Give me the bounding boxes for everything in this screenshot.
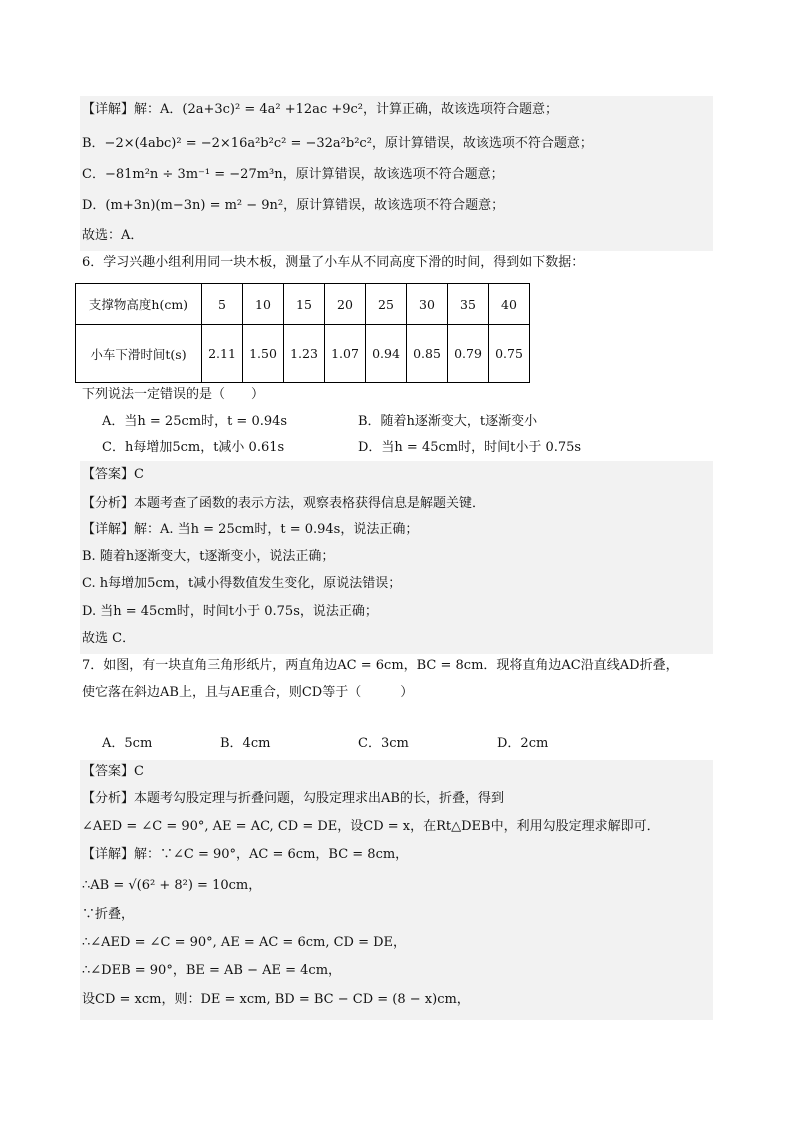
q5-detail-b: B．−2×(4abc)² = −2×16a²b²c² = −32a²b²c²，原计算错误，故该选项不符合题意； — [82, 136, 593, 151]
q7-analysis-line2: ∠AED = ∠C = 90°, AE = AC, CD = DE，设CD = x，在Rt△DEB中，利用勾股定理求解即可． — [82, 819, 660, 834]
table-cell: 25 — [366, 284, 407, 325]
q6-data-table — [75, 283, 530, 383]
q5-detail-c: C．−81m²n ÷ 3m⁻¹ = −27m³n，原计算错误，故该选项不符合题意； — [82, 167, 504, 182]
q7-detail-3: ∵折叠， — [82, 907, 135, 922]
table-cell: 1.50 — [243, 325, 284, 383]
q7-detail-4: ∴∠AED = ∠C = 90°, AE = AC = 6cm, CD = DE， — [82, 935, 407, 950]
table-cell: 35 — [448, 284, 489, 325]
table-cell: 10 — [243, 284, 284, 325]
q6-detail-c: C. h每增加5cm，t减小得数值发生变化，原说法错误； — [82, 576, 402, 591]
table-header-height: 支撑物高度h(cm) — [76, 284, 202, 325]
table-cell: 1.23 — [284, 325, 325, 383]
q7-option-c: C．3cm — [358, 736, 409, 751]
q6-detail-a: 【详解】解：A. 当h = 25cm时，t = 0.94s，说法正确； — [82, 522, 419, 537]
q7-detail-2: ∴AB = √(6² + 8²) = 10cm， — [82, 878, 262, 893]
table-cell: 20 — [325, 284, 366, 325]
table-cell: 0.75 — [489, 325, 530, 383]
q7-answer: 【答案】C — [82, 764, 144, 779]
q6-option-b: B．随着h逐渐变大，t逐渐变小 — [358, 414, 538, 429]
q6-option-d: D．当h = 45cm时，时间t小于 0.75s — [358, 440, 582, 455]
q6-answer: 【答案】C — [82, 467, 144, 482]
q6-choice: 故选 C． — [82, 631, 136, 646]
q6-analysis: 【分析】本题考查了函数的表示方法，观察表格获得信息是解题关键． — [82, 496, 486, 511]
q7-option-d: D．2cm — [497, 736, 549, 751]
q5-choice: 故选：A． — [82, 228, 144, 243]
table-cell: 30 — [407, 284, 448, 325]
q6-option-c: C．h每增加5cm，t减小 0.61s — [102, 440, 285, 455]
q7-detail-1: 【详解】解：∵∠C = 90°，AC = 6cm，BC = 8cm， — [82, 847, 409, 862]
q6-option-a: A．当h = 25cm时，t = 0.94s — [102, 414, 288, 429]
q7-option-b: B．4cm — [220, 736, 271, 751]
table-cell: 5 — [202, 284, 243, 325]
q7-detail-6: 设CD = xcm，则：DE = xcm, BD = BC − CD = (8 − x)cm， — [82, 992, 470, 1007]
q7-stem-line2: 使它落在斜边AB上，且与AE重合，则CD等于（ ） — [82, 685, 414, 700]
table-header-time: 小车下滑时间t(s) — [76, 325, 202, 383]
table-cell: 2.11 — [202, 325, 243, 383]
q6-question: 下列说法一定错误的是（ ） — [82, 387, 265, 402]
table-cell: 0.85 — [407, 325, 448, 383]
q7-stem-line1: 7．如图，有一块直角三角形纸片，两直角边AC = 6cm，BC = 8cm．现将直角边AC沿直线AD折叠， — [82, 658, 679, 673]
q7-analysis-line1: 【分析】本题考勾股定理与折叠问题，勾股定理求出AB的长，折叠，得到 — [82, 791, 504, 806]
q6-detail-d: D. 当h = 45cm时，时间t小于 0.75s，说法正确； — [82, 604, 378, 619]
q5-detail-a: 【详解】解：A．(2a+3c)² = 4a² +12ac +9c²，计算正确，故该选项符合题意； — [82, 102, 558, 117]
q7-detail-5: ∴∠DEB = 90°，BE = AB − AE = 4cm， — [82, 963, 342, 978]
q6-stem: 6．学习兴趣小组利用同一块木板，测量了小车从不同高度下滑的时间，得到如下数据： — [82, 255, 585, 270]
table-row-height — [76, 284, 530, 325]
table-cell: 40 — [489, 284, 530, 325]
table-row-time — [76, 325, 530, 383]
q7-option-a: A．5cm — [102, 736, 153, 751]
table-cell: 0.79 — [448, 325, 489, 383]
q6-detail-b: B. 随着h逐渐变大，t逐渐变小，说法正确； — [82, 549, 335, 564]
table-cell: 0.94 — [366, 325, 407, 383]
table-cell: 1.07 — [325, 325, 366, 383]
table-cell: 15 — [284, 284, 325, 325]
q5-detail-d: D．(m+3n)(m−3n) = m² − 9n²，原计算错误，故该选项不符合题意； — [82, 198, 505, 213]
